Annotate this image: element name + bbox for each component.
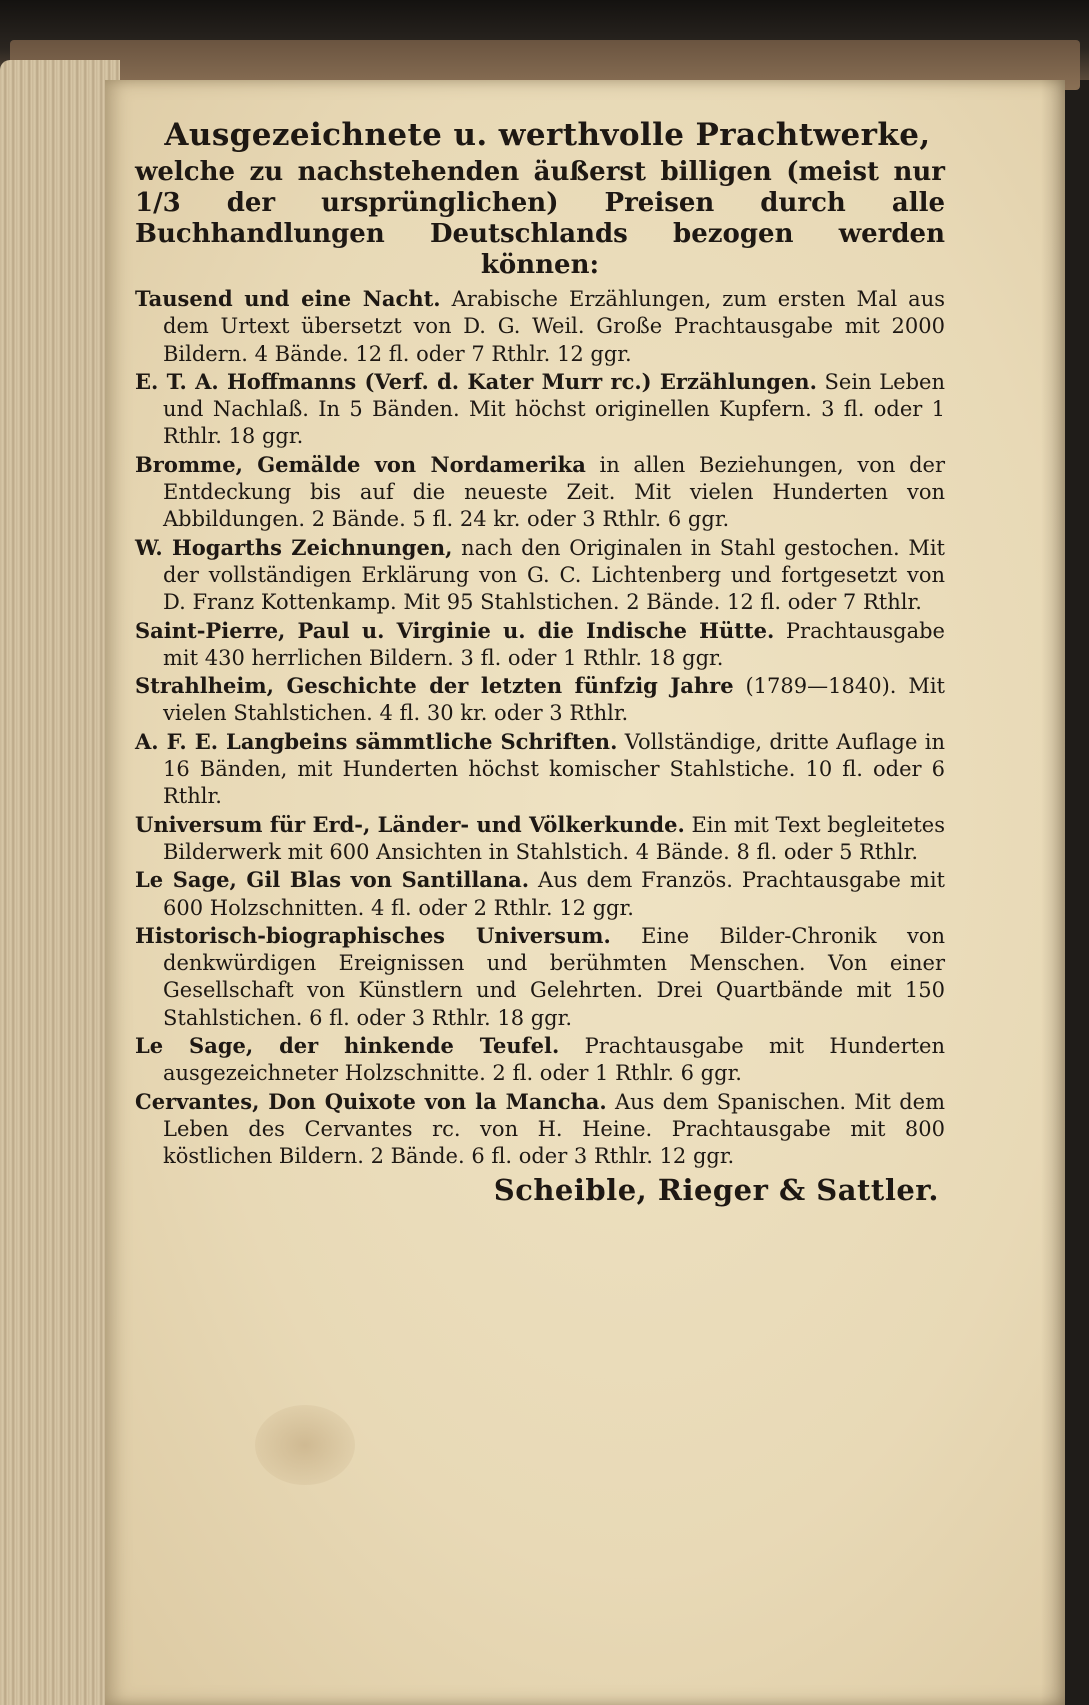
book-list [135,285,945,1171]
entry-body: Vollständige, dritte Auflage in 16 Bänden, mit Hunderten höchst komischer Stahlstiche. 10 fl. oder 6 Rthlr. [163,729,945,809]
page-stack-edges [0,60,120,1705]
entry-body: (1789—1840). Mit vielen Stahlstichen. 4 fl. 30 kr. oder 3 Rthlr. [163,674,945,726]
entry-heading: Le Sage, Gil Blas von Santillana. [135,867,530,893]
entry-heading: Tausend und eine Nacht. [135,286,441,311]
list-item [135,866,945,922]
list-item [135,672,945,728]
entry-heading: W. Hogarths Zeichnungen, [135,534,453,560]
intro-paragraph: welche zu nachstehenden äußerst billigen (meist nur 1/3 der ursprünglichen) Preisen durch alle Buchhandlungen Deutschlands bezogen werden können: [135,157,945,280]
list-item [135,285,945,368]
entry-body: Aus dem Spanischen. Mit dem Leben des Cervantes rc. von H. Heine. Prachtausgabe mit 800 köstlichen Bildern. 2 Bände. 6 fl. oder 3 Rthlr. 12 ggr. [163,1089,945,1169]
entry-body: Prachtausgabe mit 430 herrlichen Bildern. 3 fl. oder 1 Rthlr. 18 ggr. [163,618,945,670]
list-item [135,1032,945,1088]
entry-heading: Strahlheim, Geschichte der letzten fünfzig Jahre [135,673,734,699]
list-item [135,368,945,451]
entry-heading: Le Sage, der hinkende Teufel. [135,1033,560,1059]
entry-body: Prachtausgabe mit Hunderten ausgezeichneter Holzschnitte. 2 fl. oder 1 Rthlr. 6 ggr. [163,1034,946,1086]
entry-heading: Universum für Erd-, Länder- und Völkerkunde. [135,811,685,837]
entry-body: Ein mit Text begleitetes Bilderwerk mit 600 Ansichten in Stahlstich. 4 Bände. 8 fl. oder 5 Rthlr. [163,812,945,864]
publisher-signature: Scheible, Rieger & Sattler. [493,1172,939,1207]
entry-heading: A. F. E. Langbeins sämmtliche Schriften. [135,728,618,754]
page-text [135,115,945,1207]
entry-heading: Historisch-biographisches Universum. [135,922,611,948]
list-item [135,728,945,811]
list-item [135,811,945,867]
entry-heading: Cervantes, Don Quixote von la Mancha. [135,1088,607,1114]
page-gutter-shadow [1041,80,1065,1705]
list-item [135,1088,945,1171]
entry-body: nach den Originalen in Stahl gestochen. Mit der vollständigen Erklärung von G. C. Lichtenberg und fortgesetzt von D. Franz Kottenkamp. Mit 95 Stahlstichen. 2 Bände. 12 fl. oder 7 Rthlr. [163,535,945,615]
list-item [135,534,945,617]
list-item [135,617,945,673]
page-title: Ausgezeichnete u. werthvolle Prachtwerke, [164,117,931,153]
list-item [135,922,945,1032]
entry-heading: E. T. A. Hoffmanns (Verf. d. Kater Murr rc.) Erzählungen. [135,368,817,394]
entry-body: Sein Leben und Nachlaß. In 5 Bänden. Mit höchst originellen Kupfern. 3 fl. oder 1 Rthlr. 18 ggr. [163,369,945,449]
entry-body: in allen Beziehungen, von der Entdeckung bis auf die neueste Zeit. Mit vielen Hunderten von Abbildungen. 2 Bände. 5 fl. 24 kr. oder 3 Rthlr. 6 ggr. [163,452,945,532]
entry-body: Eine Bilder-Chronik von denkwürdigen Ereignissen und berühmten Menschen. Von einer Gesellschaft von Künstlern und Gelehrten. Drei Quartbände mit 150 Stahlstichen. 6 fl. oder 3 Rthlr. 18 ggr. [163,923,945,1030]
entry-heading: Saint-Pierre, Paul u. Virginie u. die Indische Hütte. [135,617,775,643]
entry-body: Aus dem Französ. Prachtausgabe mit 600 Holzschnitten. 4 fl. oder 2 Rthlr. 12 ggr. [163,868,945,920]
entry-heading: Bromme, Gemälde von Nordamerika [135,451,586,477]
entry-body: Arabische Erzählungen, zum ersten Mal aus dem Urtext übersetzt von D. G. Weil. Große Prachtausgabe mit 2000 Bildern. 4 Bände. 12 fl. oder 7 Rthlr. 12 ggr. [163,287,946,366]
page-stain [255,1405,355,1485]
list-item [135,451,945,534]
